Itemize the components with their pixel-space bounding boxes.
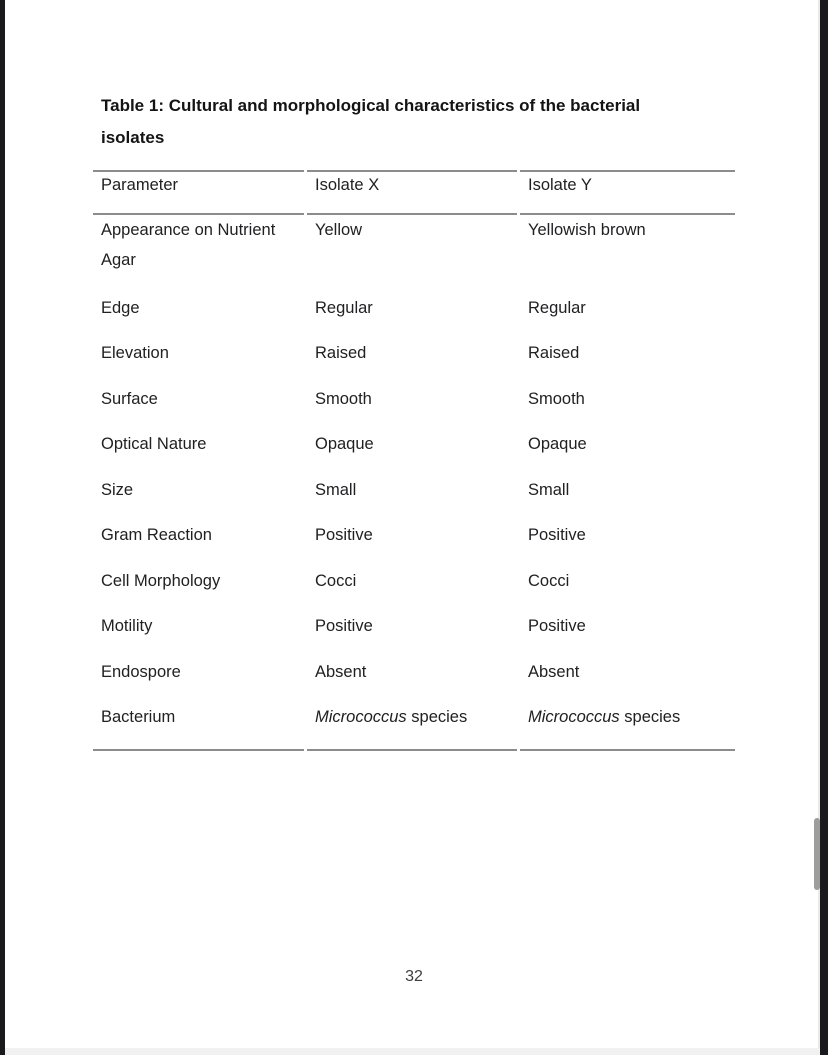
cell-isolate-y: Positive <box>528 617 586 635</box>
table-row <box>93 384 735 430</box>
table-header-row <box>93 170 735 215</box>
page-number: 32 <box>405 968 423 985</box>
cell-isolate-y: Cocci <box>528 571 570 590</box>
cell-isolate-y: Opaque <box>528 435 587 453</box>
cell-isolate-x: Positive <box>315 526 373 544</box>
table-row <box>93 520 735 566</box>
cell-isolate-x: Opaque <box>315 435 374 453</box>
scrollbar-thumb[interactable] <box>814 818 820 890</box>
cell-isolate-x: Regular <box>315 298 373 317</box>
cell-isolate-y: Small <box>528 480 570 499</box>
cell-parameter: Elevation <box>101 344 169 362</box>
characteristics-table <box>93 170 735 751</box>
cell-isolate-x: Cocci <box>315 571 357 590</box>
table-caption: Table 1: Cultural and morphological characteristics of the bacterial isolates <box>101 96 641 147</box>
cell-isolate-x: Yellow <box>315 221 363 239</box>
cell-parameter: Gram Reaction <box>101 526 212 544</box>
cell-parameter: Appearance on Nutrient Agar <box>101 221 276 269</box>
cell-parameter: Surface <box>101 389 158 408</box>
column-header-isolate-x: Isolate X <box>307 170 517 215</box>
left-edge-bar <box>0 0 5 1055</box>
cell-parameter: Bacterium <box>93 702 304 751</box>
cell-isolate-y <box>520 702 735 751</box>
cell-isolate-y: Yellowish brown <box>528 221 646 239</box>
table-row <box>93 702 735 751</box>
table-row <box>93 429 735 475</box>
cell-isolate-x: Absent <box>315 662 367 681</box>
species-word: species <box>624 708 681 726</box>
cell-parameter: Cell Morphology <box>101 571 221 590</box>
cell-parameter: Motility <box>101 617 153 635</box>
table-row <box>93 293 735 339</box>
genus-name-italic: Micrococcus <box>315 708 407 726</box>
cell-isolate-x: Raised <box>315 344 367 362</box>
species-word: species <box>411 708 468 726</box>
table-row <box>93 611 735 657</box>
cell-isolate-y: Absent <box>528 662 580 681</box>
table-row <box>93 338 735 384</box>
cell-isolate-y: Smooth <box>528 389 585 408</box>
cell-isolate-x: Smooth <box>315 389 372 408</box>
table-row <box>93 215 735 293</box>
cell-parameter: Optical Nature <box>101 435 207 453</box>
cell-isolate-x <box>307 702 517 751</box>
cell-parameter: Edge <box>101 298 140 317</box>
column-header-isolate-y: Isolate Y <box>520 170 735 215</box>
bottom-edge-band <box>5 1048 820 1055</box>
table-row <box>93 566 735 612</box>
cell-isolate-x: Small <box>315 480 357 499</box>
table-row <box>93 475 735 521</box>
table-row <box>93 657 735 703</box>
cell-isolate-y: Regular <box>528 298 586 317</box>
cell-parameter: Size <box>101 480 134 499</box>
cell-isolate-y: Positive <box>528 526 586 544</box>
right-edge-bar <box>820 0 828 1055</box>
cell-isolate-x: Positive <box>315 617 373 635</box>
cell-parameter: Endospore <box>101 662 181 681</box>
column-header-parameter: Parameter <box>93 170 304 215</box>
genus-name-italic: Micrococcus <box>528 708 620 726</box>
cell-isolate-y: Raised <box>528 344 580 362</box>
